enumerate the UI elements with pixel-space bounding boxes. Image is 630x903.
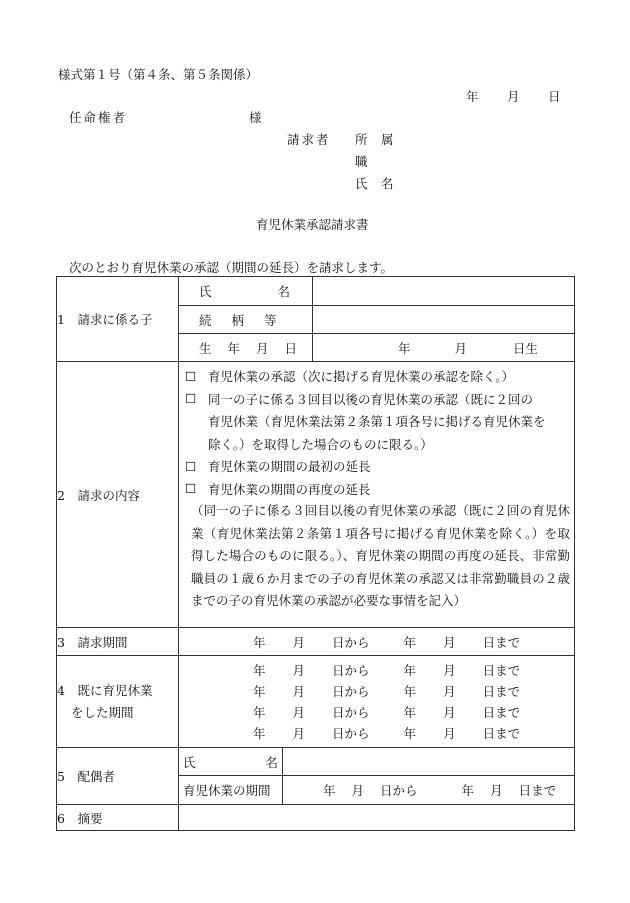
child-name-label-cell [179, 277, 313, 306]
section6-label-cell [57, 805, 179, 831]
checkbox-icon[interactable]: ☐ [185, 391, 197, 407]
spouse-name-label-a: 氏 [183, 754, 196, 770]
past-period-row [179, 723, 574, 744]
past-period-row [179, 702, 574, 723]
child-name-label-a: 氏 [199, 284, 212, 299]
section2-row [57, 362, 575, 628]
child-name-label-b: 名 [277, 284, 291, 299]
from-day: 日から [332, 684, 370, 699]
from-day: 日から [380, 783, 418, 798]
dob-label-birth: 生 [199, 340, 212, 356]
from-day: 日から [332, 726, 370, 741]
document-title: 育児休業承認請求書 [256, 217, 369, 232]
to-month: 月 [443, 684, 456, 699]
honorific-label: 様 [249, 110, 262, 125]
request-form-table [56, 276, 575, 831]
form-number: 様式第１号（第４条、第５条関係） [58, 67, 259, 82]
from-month: 月 [292, 684, 306, 699]
dob-label-month: 月 [256, 340, 269, 356]
dob-year: 年 [398, 340, 411, 356]
date-day-label: 日 [548, 89, 561, 104]
section4-label-line2: をした期間 [71, 704, 134, 720]
spouse-period-value[interactable] [283, 776, 575, 805]
request-period-value[interactable] [179, 628, 575, 656]
option-third-approval-text-3: 除く。）を取得した場合のものに限る。） [208, 436, 433, 452]
from-day: 日から [332, 705, 370, 720]
to-month: 月 [490, 783, 503, 798]
spouse-period-label: 育児休業の期間 [183, 783, 271, 798]
from-year: 年 [323, 783, 336, 798]
affiliation-label-a: 所 [355, 132, 368, 147]
past-period-row [179, 681, 574, 702]
to-month: 月 [443, 726, 456, 741]
to-year: 年 [461, 783, 475, 798]
option-third-approval[interactable] [185, 388, 574, 411]
section3-label-cell [57, 628, 179, 656]
position-label: 職 [355, 154, 368, 169]
from-year: 年 [253, 634, 266, 650]
to-day: 日まで [482, 705, 521, 720]
to-year: 年 [403, 726, 417, 741]
to-month: 月 [443, 663, 456, 678]
checkbox-icon[interactable]: ☐ [185, 368, 197, 384]
spouse-name-label-b: 名 [265, 754, 279, 770]
to-year: 年 [403, 663, 417, 678]
requester-label: 請求者 [287, 132, 331, 147]
dob-label-year: 年 [227, 340, 241, 356]
option-first-extension[interactable] [185, 455, 574, 478]
section6-label: 6 摘要 [57, 810, 103, 826]
to-day: 日まで [482, 634, 521, 650]
section4-row [57, 656, 575, 748]
section5-name-row [57, 748, 575, 776]
spouse-name-label-cell [179, 748, 283, 776]
to-day: 日まで [482, 684, 521, 699]
child-relation-label-a: 続 [199, 312, 212, 328]
section1-label: 1 請求に係る子 [57, 312, 153, 327]
from-year: 年 [253, 663, 266, 678]
section5-label-cell [57, 748, 179, 805]
to-month: 月 [443, 634, 456, 650]
child-dob-value[interactable] [313, 334, 575, 362]
to-month: 月 [443, 705, 456, 720]
option-third-approval-text-1: 同一の子に係る３回目以後の育児休業の承認（既に２回の [208, 391, 534, 407]
spouse-period-label-cell [179, 776, 283, 805]
option-third-approval-line2 [185, 410, 574, 433]
child-relation-value[interactable] [313, 306, 575, 334]
option-first-extension-text: 育児休業の期間の最初の延長 [208, 459, 371, 475]
section5-label: 5 配偶者 [57, 769, 115, 784]
checkbox-icon[interactable]: ☐ [185, 458, 197, 474]
intro-text: 次のとおり育児休業の承認（期間の延長）を請求します。 [69, 260, 394, 275]
option-second-extension[interactable] [185, 478, 574, 501]
affiliation-label-b: 属 [381, 132, 394, 147]
appointer-label: 任命権者 [69, 110, 128, 125]
from-year: 年 [253, 705, 266, 720]
section2-content-cell [179, 362, 575, 628]
child-relation-label-cell [179, 306, 313, 334]
section2-note: （同一の子に係る３回目以後の育児休業の承認（既に２回の育児休業（育児休業法第２条第１項各号に掲げる育児休業を除く。）を取得した場合のものに限る。）、育児休業の期間の再度の延長、非常勤職員の１歳６か月までの子の育児休業の承認又は非常勤職員の２歳までの子の育児休業の承認が必要な事情を記入） [191, 503, 570, 608]
from-month: 月 [292, 634, 306, 650]
dob-day: 日生 [513, 340, 539, 356]
from-month: 月 [292, 705, 306, 720]
to-day: 日まで [482, 726, 521, 741]
name-label-b: 名 [381, 176, 394, 191]
from-year: 年 [253, 684, 266, 699]
option-third-approval-text-2: 育児休業（育児休業法第２条第１項各号に掲げる育児休業を [208, 414, 546, 430]
name-label-a: 氏 [355, 176, 368, 191]
section1-label-cell [57, 277, 179, 362]
dob-label-day: 日 [284, 340, 298, 356]
child-relation-label-c: 等 [264, 312, 277, 328]
child-name-value[interactable] [313, 277, 575, 306]
past-period-row [179, 660, 574, 681]
date-year-label: 年 [466, 89, 479, 104]
from-month: 月 [292, 663, 306, 678]
from-month: 月 [351, 783, 365, 798]
from-month: 月 [292, 726, 306, 741]
section1-name-row [57, 277, 575, 306]
option-approval-text: 育児休業の承認（次に掲げる育児休業の承認を除く。） [208, 369, 515, 385]
checkbox-icon[interactable]: ☐ [185, 481, 197, 497]
to-year: 年 [403, 684, 417, 699]
child-dob-label-cell [179, 334, 313, 362]
option-third-approval-line3 [185, 433, 574, 456]
section3-label: 3 請求期間 [57, 634, 128, 650]
section4-label-line1: 4 既に育児休業 [57, 682, 153, 698]
from-year: 年 [253, 726, 266, 741]
past-periods-cell[interactable] [179, 656, 575, 748]
section3-row [57, 628, 575, 656]
section4-label-cell [57, 656, 179, 748]
child-relation-label-b: 柄 [231, 312, 245, 328]
from-day: 日から [332, 663, 370, 678]
remarks-value[interactable] [179, 805, 575, 831]
section6-row [57, 805, 575, 831]
option-second-extension-text: 育児休業の期間の再度の延長 [208, 481, 371, 497]
spouse-name-value[interactable] [283, 748, 575, 776]
to-day: 日まで [482, 663, 521, 678]
option-approval[interactable] [185, 365, 574, 388]
section2-label: 2 請求の内容 [57, 487, 140, 503]
to-year: 年 [403, 705, 417, 720]
to-day: 日まで [518, 783, 557, 798]
section2-label-cell [57, 362, 179, 628]
dob-month: 月 [454, 340, 468, 356]
to-year: 年 [403, 634, 417, 650]
from-day: 日から [332, 634, 370, 650]
date-month-label: 月 [507, 89, 520, 104]
